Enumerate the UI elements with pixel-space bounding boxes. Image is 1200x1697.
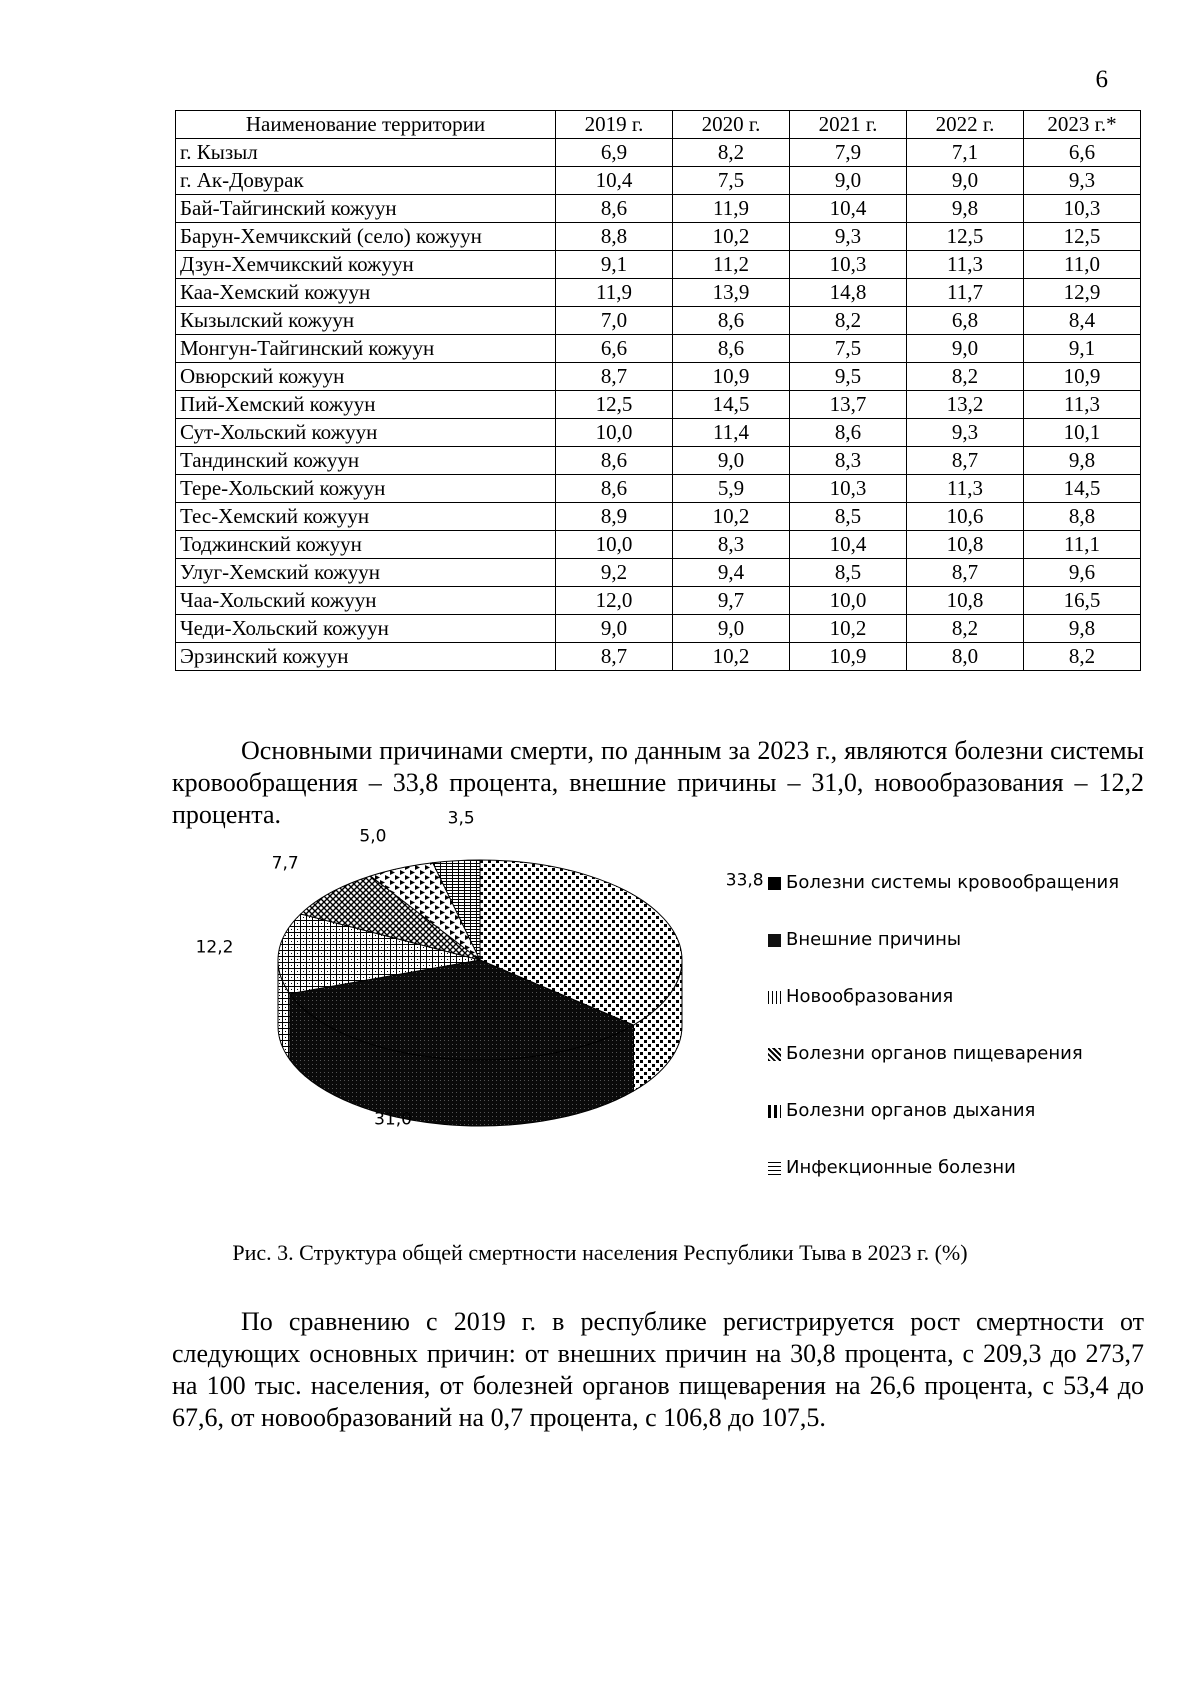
value-cell: 9,4 — [673, 559, 790, 587]
territory-name-cell: Бай-Тайгинский кожуун — [176, 195, 556, 223]
value-cell: 11,4 — [673, 419, 790, 447]
figure-caption: Рис. 3. Структура общей смертности населения Республики Тыва в 2023 г. (%) — [232, 1240, 968, 1265]
legend-label-digestive: Болезни органов пищеварения — [786, 1043, 1083, 1064]
territory-name-cell: Тере-Хольский кожуун — [176, 475, 556, 503]
territory-name-cell: Эрзинский кожуун — [176, 643, 556, 671]
legend-swatch-respiratory — [768, 1105, 781, 1118]
territory-name-cell: Каа-Хемский кожуун — [176, 279, 556, 307]
value-cell: 6,6 — [556, 335, 673, 363]
value-cell: 11,3 — [907, 475, 1024, 503]
value-cell: 8,4 — [1024, 307, 1141, 335]
territory-name-cell: Пий-Хемский кожуун — [176, 391, 556, 419]
value-cell: 12,5 — [556, 391, 673, 419]
table-row — [176, 559, 1141, 587]
pie-value-label-respiratory: 5,0 — [359, 826, 387, 847]
territory-name-cell: Монгун-Тайгинский кожуун — [176, 335, 556, 363]
value-cell: 12,5 — [907, 223, 1024, 251]
value-cell: 5,9 — [673, 475, 790, 503]
value-cell: 8,6 — [673, 335, 790, 363]
value-cell: 9,2 — [556, 559, 673, 587]
value-cell: 10,9 — [1024, 363, 1141, 391]
value-cell: 14,5 — [1024, 475, 1141, 503]
value-cell: 12,0 — [556, 587, 673, 615]
value-cell: 9,3 — [790, 223, 907, 251]
value-cell: 9,0 — [907, 335, 1024, 363]
territory-name-cell: Тоджинский кожуун — [176, 531, 556, 559]
value-cell: 14,8 — [790, 279, 907, 307]
value-cell: 10,3 — [790, 475, 907, 503]
territory-name-cell: Тес-Хемский кожуун — [176, 503, 556, 531]
value-cell: 8,2 — [673, 139, 790, 167]
table-row — [176, 419, 1141, 447]
value-cell: 8,2 — [907, 615, 1024, 643]
legend-swatch-circulatory — [768, 877, 781, 890]
territory-name-cell: Чаа-Хольский кожуун — [176, 587, 556, 615]
table-row — [176, 307, 1141, 335]
territory-name-cell: Сут-Хольский кожуун — [176, 419, 556, 447]
value-cell: 10,2 — [673, 503, 790, 531]
legend-label-circulatory: Болезни системы кровообращения — [786, 872, 1120, 893]
value-cell: 10,4 — [790, 531, 907, 559]
legend-item — [768, 986, 1188, 1043]
value-cell: 9,7 — [673, 587, 790, 615]
value-cell: 12,5 — [1024, 223, 1141, 251]
pie-value-label-external: 31,0 — [374, 1109, 412, 1130]
territory-name-cell: Овюрский кожуун — [176, 363, 556, 391]
value-cell: 10,8 — [907, 531, 1024, 559]
value-cell: 8,6 — [673, 307, 790, 335]
value-cell: 8,2 — [907, 363, 1024, 391]
value-cell: 8,9 — [556, 503, 673, 531]
table-row — [176, 139, 1141, 167]
value-cell: 11,3 — [907, 251, 1024, 279]
value-cell: 9,8 — [1024, 615, 1141, 643]
value-cell: 6,8 — [907, 307, 1024, 335]
value-cell: 9,3 — [907, 419, 1024, 447]
table-row — [176, 531, 1141, 559]
territory-name-cell: г. Кызыл — [176, 139, 556, 167]
value-cell: 7,0 — [556, 307, 673, 335]
legend-label-external: Внешние причины — [786, 929, 962, 950]
value-cell: 8,6 — [790, 419, 907, 447]
table-row — [176, 223, 1141, 251]
page-number: 6 — [1095, 66, 1108, 93]
value-cell: 8,5 — [790, 559, 907, 587]
legend-item — [768, 872, 1188, 929]
pie-value-label-digestive: 7,7 — [271, 853, 299, 874]
value-cell: 11,9 — [673, 195, 790, 223]
table-row — [176, 615, 1141, 643]
value-cell: 10,4 — [556, 167, 673, 195]
legend-swatch-digestive — [768, 1048, 781, 1061]
legend-item — [768, 1157, 1188, 1214]
value-cell: 9,8 — [1024, 447, 1141, 475]
value-cell: 13,2 — [907, 391, 1024, 419]
value-cell: 7,5 — [673, 167, 790, 195]
table-row — [176, 503, 1141, 531]
header-2020: 2020 г. — [673, 111, 790, 139]
value-cell: 11,9 — [556, 279, 673, 307]
header-2023: 2023 г.* — [1024, 111, 1141, 139]
value-cell: 11,0 — [1024, 251, 1141, 279]
header-territory: Наименование территории — [176, 111, 556, 139]
value-cell: 11,1 — [1024, 531, 1141, 559]
territory-name-cell: Дзун-Хемчикский кожуун — [176, 251, 556, 279]
table-row — [176, 643, 1141, 671]
pie-value-label-neoplasms: 12,2 — [195, 937, 234, 958]
header-2021: 2021 г. — [790, 111, 907, 139]
table-row — [176, 391, 1141, 419]
value-cell: 8,7 — [556, 643, 673, 671]
table-row — [176, 363, 1141, 391]
value-cell: 9,0 — [907, 167, 1024, 195]
value-cell: 9,0 — [556, 615, 673, 643]
legend-item — [768, 929, 1188, 986]
value-cell: 8,7 — [907, 447, 1024, 475]
value-cell: 6,6 — [1024, 139, 1141, 167]
value-cell: 8,2 — [790, 307, 907, 335]
value-cell: 13,9 — [673, 279, 790, 307]
territory-name-cell: Кызылский кожуун — [176, 307, 556, 335]
value-cell: 10,2 — [673, 223, 790, 251]
value-cell: 6,9 — [556, 139, 673, 167]
value-cell: 10,9 — [673, 363, 790, 391]
value-cell: 10,3 — [1024, 195, 1141, 223]
table-row — [176, 587, 1141, 615]
territory-name-cell: Барун-Хемчикский (село) кожуун — [176, 223, 556, 251]
paragraph-main-causes: Основными причинами смерти, по данным за 2023 г., являются болезни системы кровообращения – 33,8 процента, внешние причины – 31,0, новообразования – 12,2 процента. — [172, 736, 1144, 829]
territory-name-cell: Улуг-Хемский кожуун — [176, 559, 556, 587]
paragraph-comparison: По сравнению с 2019 г. в республике регистрируется рост смертности от следующих основных причин: от внешних причин на 30,8 процента, с 209,3 до 273,7 на 100 тыс. населения, от болезней органов пищеварения на 26,6 процента, с 53,4 до 67,6, от новообразований на 0,7 процента, с 106,8 до 107,5. — [172, 1307, 1144, 1432]
legend-label-respiratory: Болезни органов дыхания — [786, 1100, 1036, 1121]
legend-label-neoplasms: Новообразования — [786, 986, 954, 1007]
legend-swatch-external — [768, 934, 781, 947]
value-cell: 8,3 — [790, 447, 907, 475]
value-cell: 10,6 — [907, 503, 1024, 531]
table-row — [176, 251, 1141, 279]
value-cell: 14,5 — [673, 391, 790, 419]
chart-legend — [768, 872, 1188, 1214]
legend-label-infectious: Инфекционные болезни — [786, 1157, 1016, 1178]
header-2019: 2019 г. — [556, 111, 673, 139]
legend-swatch-infectious — [768, 1162, 781, 1175]
pie-value-label-infectious: 3,5 — [447, 808, 475, 829]
territory-name-cell: Тандинский кожуун — [176, 447, 556, 475]
value-cell: 8,0 — [907, 643, 1024, 671]
value-cell: 10,8 — [907, 587, 1024, 615]
value-cell: 10,0 — [556, 531, 673, 559]
value-cell: 10,1 — [1024, 419, 1141, 447]
value-cell: 13,7 — [790, 391, 907, 419]
value-cell: 8,3 — [673, 531, 790, 559]
value-cell: 10,4 — [790, 195, 907, 223]
value-cell: 7,5 — [790, 335, 907, 363]
value-cell: 8,7 — [907, 559, 1024, 587]
value-cell: 8,2 — [1024, 643, 1141, 671]
value-cell: 9,0 — [790, 167, 907, 195]
legend-item — [768, 1100, 1188, 1157]
value-cell: 8,7 — [556, 363, 673, 391]
value-cell: 9,3 — [1024, 167, 1141, 195]
legend-item — [768, 1043, 1188, 1100]
value-cell: 9,0 — [673, 615, 790, 643]
value-cell: 7,9 — [790, 139, 907, 167]
value-cell: 9,8 — [907, 195, 1024, 223]
value-cell: 9,5 — [790, 363, 907, 391]
value-cell: 10,0 — [556, 419, 673, 447]
value-cell: 10,3 — [790, 251, 907, 279]
value-cell: 9,1 — [556, 251, 673, 279]
value-cell: 7,1 — [907, 139, 1024, 167]
pie-tops — [278, 860, 682, 1060]
value-cell: 10,0 — [790, 587, 907, 615]
territory-name-cell: Чеди-Хольский кожуун — [176, 615, 556, 643]
table-row — [176, 195, 1141, 223]
value-cell: 8,8 — [556, 223, 673, 251]
table-header-row — [176, 111, 1141, 139]
value-cell: 11,2 — [673, 251, 790, 279]
value-cell: 9,6 — [1024, 559, 1141, 587]
value-cell: 8,6 — [556, 447, 673, 475]
legend-swatch-neoplasms — [768, 991, 781, 1004]
header-2022: 2022 г. — [907, 111, 1024, 139]
value-cell: 10,2 — [673, 643, 790, 671]
value-cell: 11,7 — [907, 279, 1024, 307]
value-cell: 8,5 — [790, 503, 907, 531]
territory-name-cell: г. Ак-Довурак — [176, 167, 556, 195]
value-cell: 10,2 — [790, 615, 907, 643]
table-row — [176, 447, 1141, 475]
value-cell: 8,6 — [556, 475, 673, 503]
table-body — [176, 139, 1141, 671]
value-cell: 16,5 — [1024, 587, 1141, 615]
table-row — [176, 167, 1141, 195]
value-cell: 12,9 — [1024, 279, 1141, 307]
value-cell: 8,6 — [556, 195, 673, 223]
pie-value-label-circulatory: 33,8 — [725, 870, 764, 891]
value-cell: 11,3 — [1024, 391, 1141, 419]
table-row — [176, 475, 1141, 503]
mortality-table — [175, 110, 1141, 671]
value-cell: 8,8 — [1024, 503, 1141, 531]
value-cell: 9,0 — [673, 447, 790, 475]
table-row — [176, 335, 1141, 363]
table-row — [176, 279, 1141, 307]
value-cell: 10,9 — [790, 643, 907, 671]
value-cell: 9,1 — [1024, 335, 1141, 363]
